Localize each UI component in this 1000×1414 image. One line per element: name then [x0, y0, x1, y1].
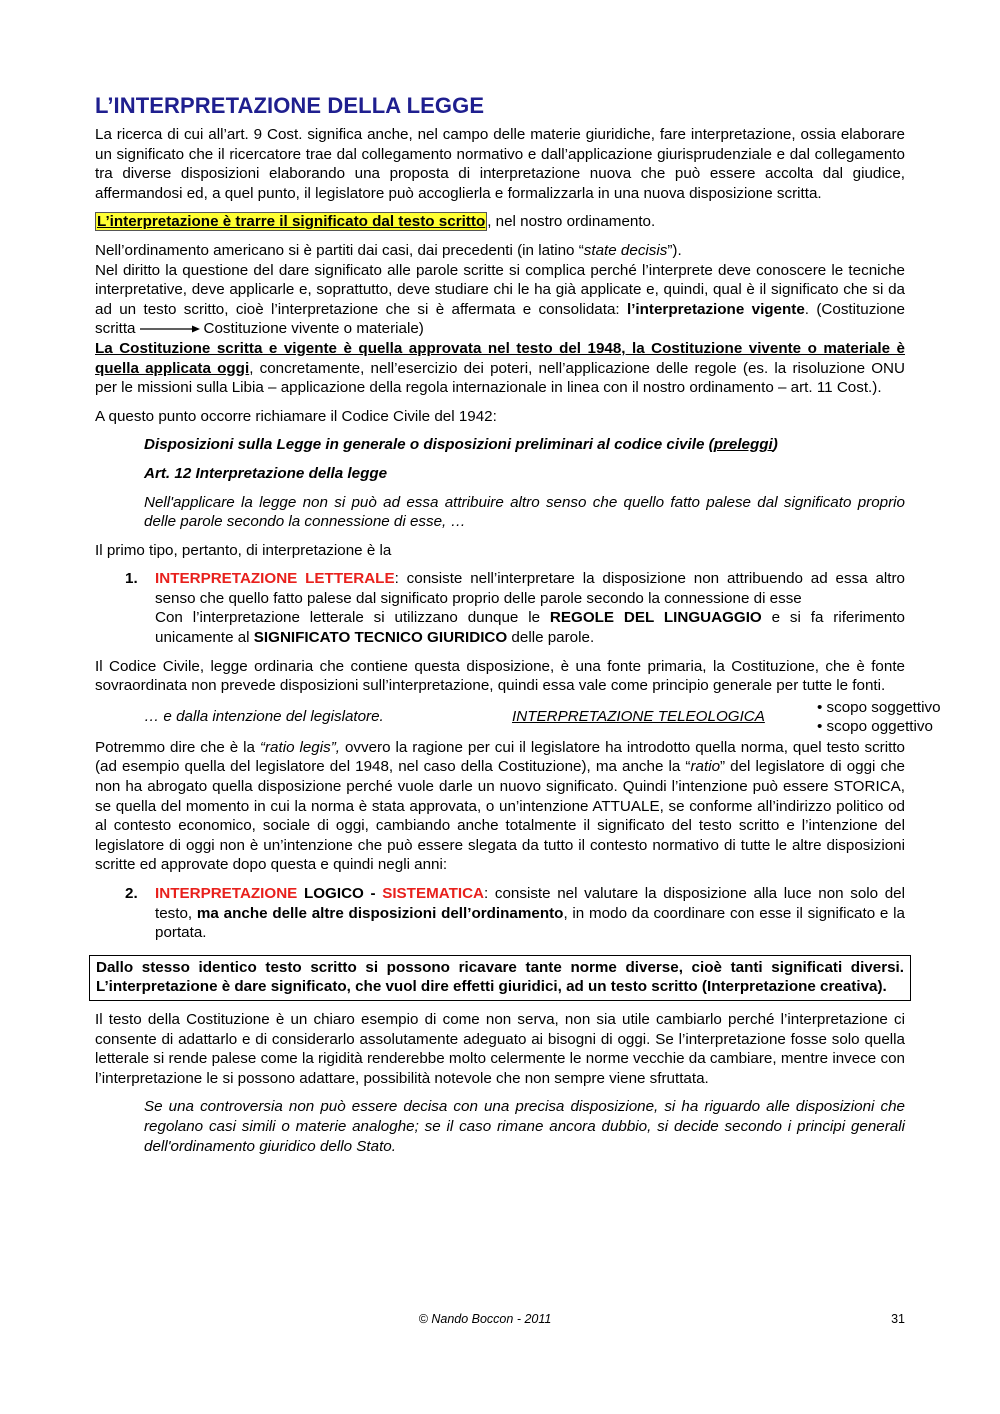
list-item-text: [155, 569, 905, 608]
text-span: Nel diritto la questione del dare significato alle parole scritte si complica perché l’interprete deve conoscere le tecniche interpretative, deve applicarle e, soprattutto, deve studiare chi le ha già applicate e, quindi, qual è il significato che si da ad un testo scritto, cioè l’interpretazione che si è affermata e consolidata:: [95, 261, 905, 318]
bold-term: REGOLE DEL LINGUAGGIO: [549, 609, 762, 627]
bold-underlined-statement: La Costituzione scritta e vigente è quella approvata nel testo del 1948, la Costituzione vivente o materiale è quella applicata oggi: [95, 339, 905, 377]
paragraph-ratio-legis: [95, 738, 905, 875]
quote-preleggi: [144, 435, 905, 455]
text-span: , concretamente, nell’esercizio dei poteri, nell’applicazione delle regole (es. la risoluzione ONU per le missioni sulla Libia – applicazione della regola internazionale in linea con il nostro ordinamento – art. 11 Cost.).: [95, 359, 905, 397]
scope-label: scopo oggettivo: [826, 717, 933, 735]
latin-term: state decisis: [583, 241, 668, 259]
arrow-right-icon: [140, 324, 200, 334]
text-span: Costituzione vivente o materiale): [203, 320, 424, 338]
paragraph-american: [95, 241, 905, 261]
paragraph-intro: La ricerca di cui all’art. 9 Cost. significa anche, nel campo delle materie giuridiche, fare interpretazione, ossia elaborare un significato che il ricercatore trae dal collegamento normativo e dall’applicazione giurisprudenziale e dal collegamento tra diverse disposizioni elaborando una proposta di interpretazione nuova che può essere accolta dal giudice, affermandosi ed, a quel punto, il legislatore può accoglierla e formalizzarla in una nuova disposizione scritta.: [95, 126, 905, 202]
quote-art12-text: Nell'applicare la legge non si può ad essa attribuire altro senso che quello fatto palese dal significato proprio delle parole secondo la connessione di esse, …: [144, 493, 905, 531]
text-span: : consiste nel valutare la disposizione alla luce non solo del testo,: [155, 885, 905, 922]
paragraph-first-type: Il primo tipo, pertanto, di interpretazione è la: [95, 541, 392, 559]
scope-list: [817, 698, 967, 736]
latin-term: “ratio legis”,: [259, 738, 340, 756]
quote-art12: Art. 12 Interpretazione della legge: [144, 464, 388, 482]
teleologica-row: [95, 698, 941, 738]
list-number: 2.: [125, 885, 138, 902]
paragraph-codice: A questo punto occorre richiamare il Codice Civile del 1942:: [95, 407, 497, 425]
text-span: , in modo da coordinare con esse il significato e la portata.: [155, 904, 905, 942]
scope-item: • scopo oggettivo: [817, 717, 933, 735]
paragraph-definition: [95, 212, 905, 232]
interpretation-type-label: INTERPRETAZIONE LETTERALE: [155, 570, 395, 588]
text-span: e si fa riferimento unicamente al: [155, 609, 906, 647]
list-item-text: [155, 884, 905, 943]
interpretation-type-label: SISTEMATICA: [382, 885, 485, 902]
page-title: L’INTERPRETAZIONE DELLA LEGGE: [95, 93, 485, 118]
paragraph-interpretation: [95, 261, 905, 339]
list-item-1: [95, 569, 905, 647]
paragraph-fonti: Il Codice Civile, legge ordinaria che contiene questa disposizione, è una fonte primaria, la Costituzione, che è fonte sovraordinata non prevede disposizioni sull’interpretazione, quindi essa vale come principio generale per tutte le fonti.: [95, 657, 905, 695]
bold-term: ma anche delle altre disposizioni dell’ordinamento: [196, 904, 564, 922]
copyright-text: © Nando Boccon - 2011: [418, 1312, 552, 1326]
paragraph-costituzione-example: Il testo della Costituzione è un chiaro esempio di come non serva, non sia utile cambiarlo perché l’interpretazione ci consente di adattarlo e di considerarlo assolutamente adeguato ai bisogni di oggi. Se l’interpretazione fosse solo quella letterale si rende palese come la rigidità renderebbe molto celermente le norme vecchie da cambiare, mentre invece con l’interpretazione le si possono adattare, possibilità notevole che non sempre viene sfruttata.: [95, 1010, 905, 1087]
text-span: Potremmo dire che è la: [95, 738, 260, 756]
text-span: . (Costituzione scritta: [95, 300, 905, 338]
quote-analogia: Se una controversia non può essere decisa con una precisa disposizione, si ha riguardo alle disposizioni che regolano casi simili o materie analoghe; se il caso rimane ancora dubbio, si decide secondo i principi generali dell'ordinamento giuridico dello Stato.: [144, 1098, 905, 1155]
text-span: Con l’interpretazione letterale si utilizzano dunque le: [155, 609, 550, 627]
definition-rest: , nel nostro ordinamento.: [487, 213, 656, 231]
interpretation-type-label: INTERPRETAZIONE: [155, 885, 298, 902]
scope-item: • scopo soggettivo: [817, 698, 941, 716]
text-span: ): [772, 436, 778, 454]
list-number: 1.: [125, 570, 138, 588]
text-span: ”).: [667, 241, 682, 259]
paragraph-constitution: [95, 339, 905, 398]
bold-term: l’interpretazione vigente: [626, 300, 805, 318]
text-span: delle parole.: [507, 629, 595, 647]
list-item-2: [95, 884, 905, 943]
page-number: 31: [891, 1312, 905, 1326]
text-span: ovvero la ragione per cui il legislatore ha introdotto quella norma, quel testo scritto (ad esempio quella del legislatore del 1948, nel caso della Costituzione), ma anche la “: [95, 738, 905, 776]
interpretation-type-label: LOGICO -: [297, 885, 383, 902]
latin-term: ratio: [690, 758, 721, 776]
list-item-detail: [155, 608, 905, 647]
teleologica-label: INTERPRETAZIONE TELEOLOGICA: [512, 707, 765, 725]
text-span: : consiste nell’interpretare la disposizione non attribuendo ad essa altro senso che quello fatto palese dal significato proprio delle parole secondo la connessione di esse: [155, 570, 905, 607]
highlighted-definition: L’interpretazione è trarre il significato dal testo scritto: [97, 213, 486, 231]
text-span: ” del legislatore di oggi che non ha abrogato quella disposizione perché vuole darle un nuovo significato. Quindi l’intenzione può essere STORICA, se quella del momento in cui la norma è stata approvata, o un’intenzione ATTUALE, se conforme all’indirizzo politico od al contesto economico, sociale di oggi, cambiando anche totalmente il significato del testo scritto e l’intenzione del legislatore di oggi non è un’intenzione che può essere slegata da tutto il contesto normativo di tutte le altre disposizioni scritte ed approvate dopo questa e quindi negli anni:: [95, 758, 905, 874]
intention-text: … e dalla intenzione del legislatore.: [144, 707, 384, 725]
boxed-note: Dallo stesso identico testo scritto si possono ricavare tante norme diverse, cioè tanti significati diversi. L’interpretazione è dare significato, che vuol dire effetti giuridici, ad un testo scritto (Interpretazione creativa).: [89, 955, 911, 1001]
text-span: Nell’ordinamento americano si è partiti dai casi, dai precedenti (in latino “: [95, 241, 584, 259]
page-content: [95, 92, 941, 1156]
text-span: Disposizioni sulla Legge in generale o disposizioni preliminari al codice civile (: [144, 436, 714, 454]
preleggi-term: preleggi: [713, 436, 773, 454]
bold-term: SIGNIFICATO TECNICO GIURIDICO: [253, 629, 508, 647]
scope-label: scopo soggettivo: [826, 698, 941, 716]
